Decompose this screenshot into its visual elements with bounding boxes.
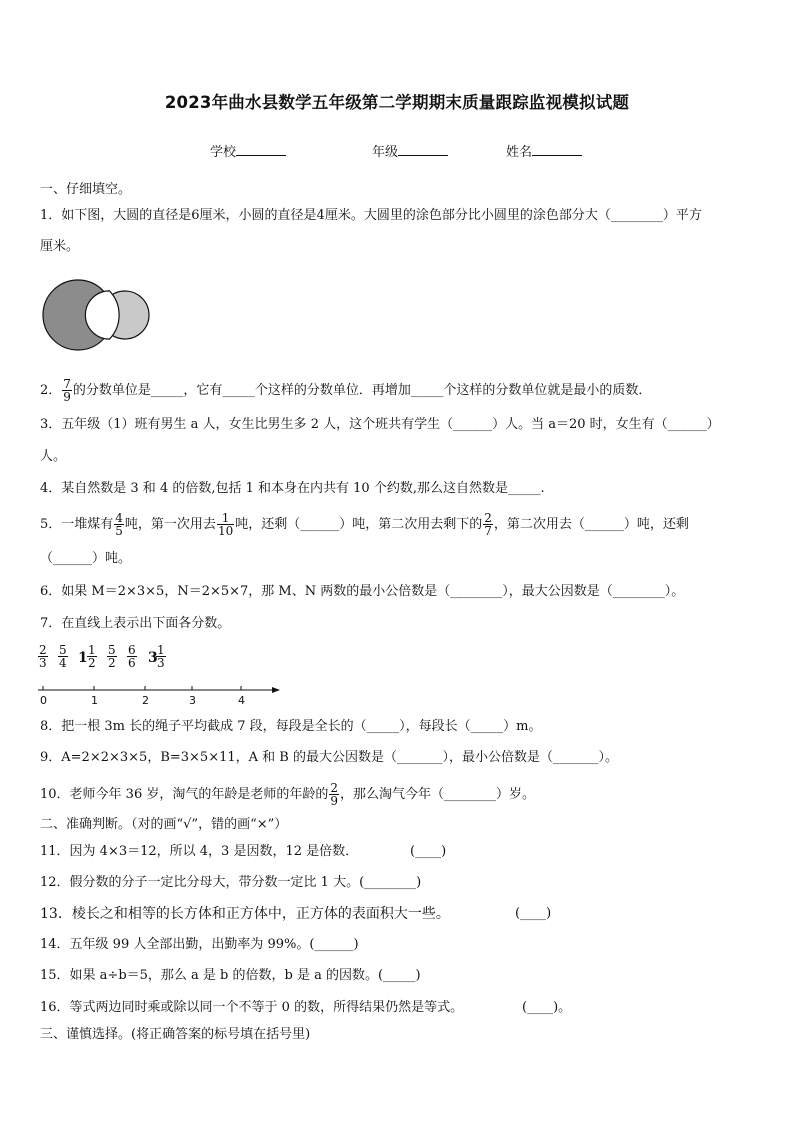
tick-label-3: 3 [189,694,196,707]
q5-f3-num: 2 [484,511,492,525]
q2-frac-num: 7 [63,377,71,391]
q11-paren[interactable]: (____) [410,844,447,859]
grade-field [372,141,448,160]
section3-heading: 三、谨慎选择。(将正确答案的标号填在括号里) [40,1027,311,1042]
q5-fraction-3 [483,512,493,537]
q4-line: 4．某自然数是 3 和 4 的倍数,包括 1 和本身在内共有 10 个约数,那么这自然数是_____. [40,481,545,496]
q7-frac-6-int: 3 [148,650,158,666]
school-blank[interactable] [236,143,286,156]
q5-fraction-1 [114,512,124,537]
tick-label-4: 4 [238,694,245,707]
q8-line: 8．把一根 3m 长的绳子平均截成 7 段，每段是全长的（_____），每段长（_____）m。 [40,719,542,734]
q5-part1: 5．一堆煤有 [40,517,114,532]
section1-heading: 一、仔细填空。 [40,182,132,197]
q1-line2: 厘米。 [40,239,80,254]
name-blank[interactable] [532,143,582,156]
q3-line1: 3．五年级（1）班有男生 a 人，女生比男生多 2 人，这个班共有学生（______）人。当 a＝20 时，女生有（______） [40,417,720,432]
q10-fraction [329,782,339,807]
q7-frac-4-den: 2 [108,656,116,670]
q7-frac-3-num: 1 [88,643,96,657]
q7-frac-2 [58,644,68,669]
q7-frac-4-num: 5 [108,643,116,657]
q2-prefix: 2． [40,383,62,398]
q7-frac-3-den: 2 [88,656,96,670]
q10-frac-num: 2 [330,781,338,795]
q2-fraction [62,378,72,403]
tick-label-1: 1 [91,694,98,707]
q2-frac-den: 9 [63,390,71,404]
q5-part3: 吨，还剩（______）吨，第二次用去剩下的 [235,517,483,532]
q2-text: 的分数单位是_____，它有_____个这样的分数单位．再增加_____个这样的分数单位就是最小的质数． [72,383,652,398]
q10-part2: ，那么淘气今年（________）岁。 [340,787,536,802]
q5-f2-den: 10 [217,524,234,538]
page-title: 2023年曲水县数学五年级第二学期期末质量跟踪监视模拟试题 [164,93,630,112]
q16-paren[interactable]: (____)。 [522,1000,572,1015]
q5-line1 [40,512,689,537]
q7-frac-6-num: 1 [157,643,165,657]
q7-frac-6-den: 3 [157,656,165,670]
circles-figure [40,278,155,354]
school-field [210,141,286,160]
q6-line: 6．如果 M＝2×3×5，N＝2×5×7，那 M、N 两数的最小公倍数是（________），最大公因数是（________）。 [40,584,685,599]
q7-frac-5 [127,644,137,669]
q7-frac-1 [38,644,48,669]
q11-line: 11．因为 4×3＝12，所以 4，3 是因数，12 是倍数． [40,844,359,859]
section2-heading: 二、准确判断。（对的画“√”，错的画“×”） [40,817,288,832]
tick-label-2: 2 [142,694,149,707]
q10-frac-den: 9 [330,794,338,808]
q14-line: 14．五年级 99 人全部出勤，出勤率为 99%。(______) [40,937,359,952]
q7-frac-2-num: 5 [59,643,67,657]
grade-blank[interactable] [398,143,448,156]
number-line-arrow [272,687,280,693]
q5-part4: ，第二次用去（______）吨，还剩 [493,517,689,532]
q7-frac-4 [107,644,117,669]
q3-line2: 人。 [40,449,67,464]
school-label: 学校 [210,145,237,160]
q5-f1-den: 5 [115,524,123,538]
number-line [36,684,284,696]
q5-f2-num: 1 [217,512,234,525]
q7-frac-1-num: 2 [39,643,47,657]
name-field [506,141,582,160]
q16-line: 16．等式两边同时乘或除以同一个不等于 0 的数，所得结果仍然是等式。 [40,1000,464,1015]
q12-line: 12．假分数的分子一定比分母大，带分数一定比 1 大。(________) [40,875,422,890]
q7-frac-6 [156,644,166,669]
tick-label-0: 0 [40,694,47,707]
q13-paren[interactable]: (____) [515,906,552,921]
q7-line: 7．在直线上表示出下面各分数。 [40,616,231,631]
q7-frac-5-den: 6 [128,656,136,670]
q10-part1: 10．老师今年 36 岁，淘气的年龄是老师的年龄的 [40,787,329,802]
q7-frac-2-den: 4 [59,656,67,670]
q2-line [40,378,651,403]
q9-line: 9．A=2×2×3×5，B=3×5×11，A 和 B 的最大公因数是（_______），最小公倍数是（_______）。 [40,750,618,765]
q5-f1-num: 4 [115,511,123,525]
q7-frac-3 [87,644,97,669]
q7-frac-3-int: 1 [78,650,88,666]
q5-f3-den: 7 [484,524,492,538]
q5-line2: （______）吨。 [40,551,132,566]
q15-line: 15．如果 a÷b＝5，那么 a 是 b 的倍数，b 是 a 的因数。(_____) [40,968,421,983]
q7-frac-5-num: 6 [128,643,136,657]
q1-line1: 1．如下图，大圆的直径是6厘米，小圆的直径是4厘米。大圆里的涂色部分比小圆里的涂色部分大（________）平方 [40,208,702,223]
name-label: 姓名 [506,145,533,160]
grade-label: 年级 [372,145,399,160]
q7-frac-1-den: 3 [39,656,47,670]
q13-line: 13．棱长之和相等的长方体和正方体中，正方体的表面积大一些。 [40,906,450,922]
q10-line [40,782,535,807]
q5-fraction-2 [217,512,234,537]
q5-part2: 吨，第一次用去 [124,517,216,532]
